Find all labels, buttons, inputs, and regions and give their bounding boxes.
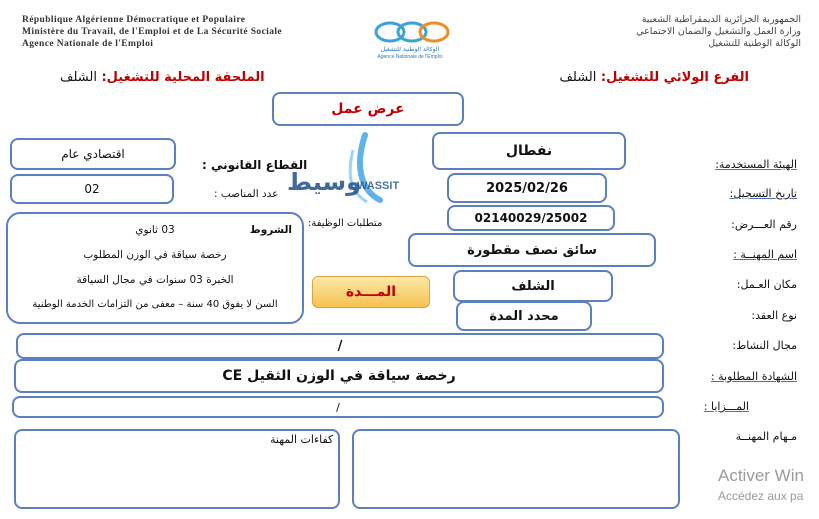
windows-activation-notice	[718, 466, 804, 503]
job-name-field[interactable]: سائق نصف مقطورة	[408, 233, 656, 267]
activation-line-2: Accédez aux pa	[718, 489, 804, 503]
benefits-label: المـــزايا :	[703, 400, 749, 413]
offer-title: عرض عمل	[272, 92, 464, 126]
header-ar	[636, 14, 801, 50]
tasks-field[interactable]	[352, 429, 680, 509]
condition-item: رخصة سياقة في الوزن المطلوب	[83, 249, 227, 261]
reg-date-label: تاريخ التسجيل:	[729, 187, 797, 200]
condition-item: الخبرة 03 سنوات في مجال السياقة	[76, 274, 234, 286]
local-office	[60, 70, 265, 85]
offer-no-label: رقم العـــرض:	[731, 218, 797, 231]
header-ar-line-1: الجمهورية الجزائرية الديمقراطية الشعبية	[641, 14, 801, 25]
benefits-field[interactable]: /	[12, 396, 664, 418]
regional-branch-label: الفرع الولائي للتشغيل:	[600, 70, 749, 85]
regional-branch	[559, 70, 749, 85]
employer-label: الهيئة المستخدمة:	[715, 158, 797, 171]
posts-field[interactable]: 02	[10, 174, 174, 204]
watermark-word: وسيط	[287, 168, 362, 196]
header-ar-line-2: وزارة العمل والتشغيل والضمان الاجتماعي	[636, 26, 801, 37]
condition-item: السن لا يفوق 40 سنة – معفى من التزامات الخدمة الوطنية	[32, 299, 278, 310]
wassit-watermark	[287, 130, 425, 220]
reg-date-field[interactable]: 2025/02/26	[447, 173, 607, 203]
contract-label: نوع العقد:	[751, 309, 797, 322]
local-office-value: الشلف	[60, 70, 97, 85]
tasks-label: مـهام المهنــة	[735, 430, 797, 443]
activation-line-1: Activer Win	[718, 466, 804, 485]
contract-field[interactable]: محدد المدة	[456, 301, 592, 331]
watermark-brand: WASSIT	[357, 180, 400, 192]
sector-label: القطاع القانوني :	[202, 158, 308, 172]
job-name-label: اسم المهنــة :	[733, 248, 797, 261]
logo-arabic-text: الوكالة الوطنية للتشغيل	[380, 46, 440, 53]
activity-field[interactable]: /	[16, 333, 664, 359]
requirements-label: متطلبات الوظيفة:	[308, 218, 383, 229]
regional-branch-value: الشلف	[559, 70, 597, 85]
condition-item: 03 ثانوي	[135, 224, 175, 236]
logo-french-text: Agence Nationale de l'Emploi	[377, 54, 443, 60]
employer-field[interactable]: نفطال	[432, 132, 626, 170]
header-fr	[22, 14, 282, 50]
workplace-field[interactable]: الشلف	[453, 270, 613, 302]
activity-label: مجال النشاط:	[732, 339, 797, 352]
conditions-label: الشروط	[249, 224, 292, 236]
header-fr-line-2: Ministère du Travail, de l'Emploi et de La Sécurité Sociale	[22, 27, 283, 37]
header-ar-line-3: الوكالة الوطنية للتشغيل	[708, 38, 801, 49]
local-office-label: الملحقة المحلية للتشغيل:	[101, 70, 265, 85]
duration-button[interactable]: المـــدة	[312, 276, 430, 308]
skills-label: كفاءات المهنة	[270, 433, 334, 446]
sector-field[interactable]: اقتصادي عام	[10, 138, 176, 170]
workplace-label: مكان العـمل:	[736, 278, 797, 291]
header-fr-line-1: République Algérienne Démocratique et Populaire	[22, 15, 246, 25]
anem-logo	[360, 14, 460, 62]
cert-label: الشهادة المطلوبة :	[710, 370, 797, 383]
conditions-box	[6, 212, 304, 324]
cert-field[interactable]: رخصة سياقة في الوزن الثقيل CE	[14, 359, 664, 393]
header-fr-line-3: Agence Nationale de l'Emploi	[22, 39, 154, 49]
posts-label: عدد المناصب :	[214, 188, 279, 200]
offer-no-field[interactable]: 02140029/25002	[447, 205, 615, 231]
